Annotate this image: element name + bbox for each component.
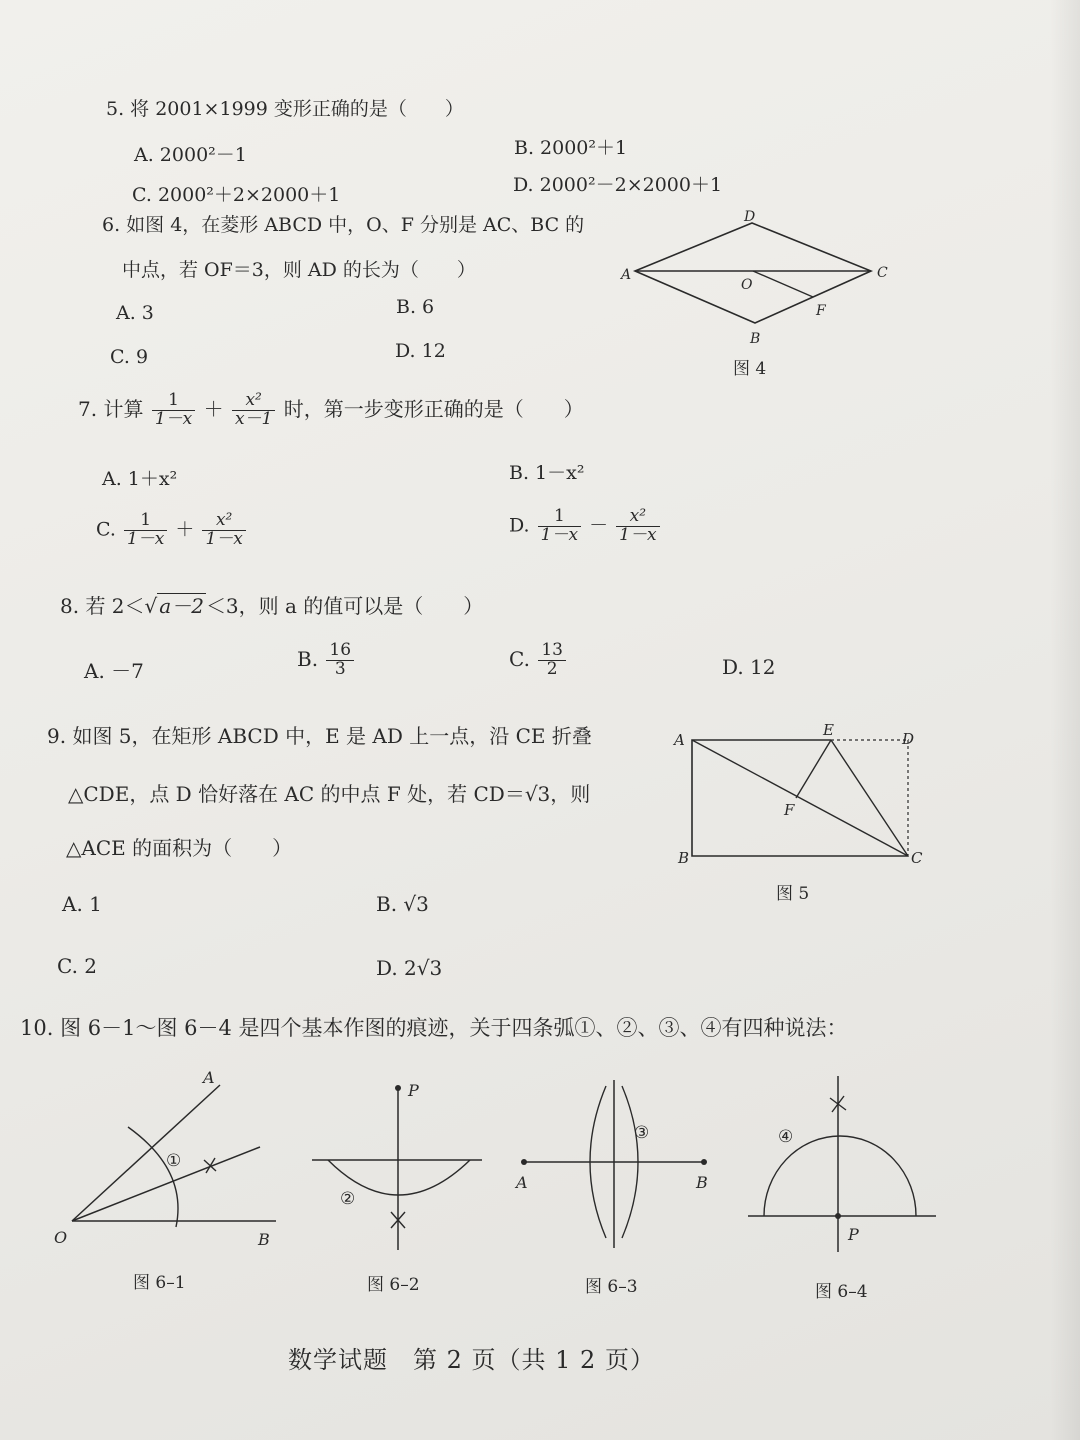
label-c: C [877, 265, 888, 281]
q7-d-f2-num: x² [616, 508, 659, 527]
figure-5-rectangle [668, 715, 928, 879]
label-a: A [621, 267, 632, 283]
label-p: P [408, 1081, 419, 1100]
q7-frac1-numerator: 1 [152, 392, 195, 411]
q7-option-b: B. 1－x² [509, 462, 585, 484]
label-f: F [784, 801, 795, 819]
q7-option-a: A. 1＋x² [102, 468, 178, 490]
q6-option-d: D. 12 [395, 340, 446, 362]
figure-4-caption: 图 4 [733, 359, 767, 379]
label-p: P [848, 1225, 859, 1244]
arc-1 [128, 1127, 178, 1227]
q9-option-c: C. 2 [57, 954, 98, 978]
label-a: A [203, 1068, 215, 1087]
q7-frac2-denominator: x－1 [234, 408, 273, 429]
figure-6-4-caption: 图 6–4 [815, 1282, 868, 1302]
label-b: B [258, 1230, 270, 1249]
arc-3-label: ③ [634, 1123, 650, 1143]
q8-b-fraction [326, 642, 354, 679]
q6-stem-line1: 6. 如图 4，在菱形 ABCD 中，O、F 分别是 AC、BC 的 [102, 214, 585, 236]
q7-d-fraction-1 [538, 508, 581, 545]
label-f: F [816, 303, 826, 319]
q7-d-fraction-2 [616, 508, 659, 545]
q8-stem-pre: 8. 若 2＜ [60, 594, 145, 618]
page-shadow [1050, 0, 1080, 1440]
q7-c-f1-den: 1－x [126, 528, 165, 549]
q7-option-c-label: C. [96, 518, 116, 541]
figure-6-1-caption: 图 6–1 [133, 1273, 186, 1293]
label-b: B [678, 849, 690, 867]
q6-stem-line2: 中点，若 OF＝3，则 AD 的长为（ ） [122, 259, 476, 281]
q9-stem-line3: △ACE 的面积为（ ） [66, 836, 293, 860]
q8-c-den: 2 [546, 658, 558, 679]
q7-c-fraction-1 [124, 512, 167, 549]
q7-option-d [509, 508, 662, 545]
arc-1-label: ① [166, 1151, 182, 1171]
q7-c-fraction-2 [202, 512, 245, 549]
segment-ef [796, 740, 831, 798]
arc-4-label: ④ [778, 1127, 794, 1147]
figure-6-3-caption: 图 6–3 [585, 1277, 638, 1297]
q6-option-b: B. 6 [396, 296, 435, 318]
sqrt-sign: √ [144, 594, 158, 618]
q7-d-operator: － [589, 514, 609, 537]
q7-plus: ＋ [203, 396, 224, 421]
q8-option-b [297, 642, 356, 679]
q5-option-a: A. 2000²－1 [134, 144, 247, 166]
q6-option-c: C. 9 [110, 346, 149, 368]
segment-ec [831, 740, 908, 856]
q8-b-num: 16 [326, 642, 354, 661]
q7-stem [78, 392, 584, 429]
label-d: D [902, 730, 915, 748]
q5-stem: 5. 将 2001×1999 变形正确的是（ ） [106, 98, 464, 120]
point-p [395, 1085, 401, 1091]
q6-option-a: A. 3 [116, 302, 154, 324]
point-p [835, 1213, 841, 1219]
label-e: E [823, 721, 834, 739]
q5-option-d: D. 2000²－2×2000＋1 [513, 174, 723, 196]
page-footer: 数学试题 第 2 页（共 1 2 页） [288, 1346, 655, 1374]
label-d: D [744, 209, 756, 225]
q7-option-d-label: D. [509, 514, 530, 537]
figure-6-1-angle-bisector [48, 1065, 288, 1259]
diagonal-ac [692, 740, 908, 856]
q5-option-c: C. 2000²＋2×2000＋1 [132, 184, 341, 206]
q7-fraction-1 [152, 392, 195, 429]
q8-stem-post: ＜3，则 a 的值可以是（ ） [205, 594, 484, 618]
label-a: A [516, 1173, 528, 1192]
q7-fraction-2 [232, 392, 275, 429]
q8-option-b-label: B. [297, 646, 319, 671]
q7-c-f2-num: x² [202, 512, 245, 531]
q8-c-fraction [538, 642, 566, 679]
ray-oa [72, 1085, 220, 1221]
label-b: B [696, 1173, 708, 1192]
label-b: B [750, 331, 761, 347]
arc-4 [764, 1136, 916, 1216]
label-o: O [741, 277, 753, 293]
figure-6-3-perpendicular-bisector [510, 1070, 720, 1264]
q9-stem-line1: 9. 如图 5，在矩形 ABCD 中，E 是 AD 上一点，沿 CE 折叠 [47, 724, 592, 748]
figure-4-rhombus [615, 205, 905, 359]
q8-option-a: A. －7 [84, 659, 144, 683]
figure-6-4-perpendicular-at-point [744, 1070, 944, 1264]
arc-2-label: ② [340, 1189, 356, 1209]
q8-b-den: 3 [334, 658, 346, 679]
figure-6-2-caption: 图 6–2 [367, 1275, 420, 1295]
q9-stem-line2: △CDE，点 D 恰好落在 AC 的中点 F 处，若 CD＝√3，则 [68, 782, 591, 806]
q8-c-num: 13 [538, 642, 566, 661]
q8-stem [60, 590, 483, 619]
q7-d-f2-den: 1－x [619, 524, 657, 545]
q7-c-f2-den: 1－x [205, 528, 243, 549]
q7-frac1-denominator: 1－x [154, 408, 193, 429]
rhombus-abcd [635, 223, 871, 323]
figure-5-caption: 图 5 [776, 884, 810, 904]
segment-of [753, 271, 813, 297]
q7-prefix: 7. 计算 [78, 396, 144, 421]
q7-suffix: 时，第一步变形正确的是（ ） [283, 396, 584, 421]
q5-option-b: B. 2000²＋1 [514, 137, 628, 159]
label-a: A [674, 731, 685, 749]
q8-option-d: D. 12 [722, 655, 776, 679]
q8-option-c [509, 642, 568, 679]
label-c: C [911, 849, 923, 867]
q7-frac2-numerator: x² [232, 392, 275, 411]
q7-c-operator: ＋ [175, 518, 195, 541]
q9-option-b: B. √3 [376, 892, 429, 916]
q7-option-c [96, 512, 248, 549]
q8-option-c-label: C. [509, 646, 530, 671]
q7-c-f1-num: 1 [124, 512, 167, 531]
label-o: O [54, 1228, 68, 1247]
q10-stem: 10. 图 6－1～图 6－4 是四个基本作图的痕迹，关于四条弧①、②、③、④有四种说法： [20, 1016, 848, 1040]
q7-d-f1-num: 1 [538, 508, 581, 527]
q9-option-d: D. 2√3 [376, 956, 443, 980]
q9-option-a: A. 1 [62, 892, 102, 916]
q7-d-f1-den: 1－x [540, 524, 579, 545]
q8-radicand: a－2 [159, 594, 204, 618]
figure-6-2-perpendicular [306, 1070, 496, 1264]
